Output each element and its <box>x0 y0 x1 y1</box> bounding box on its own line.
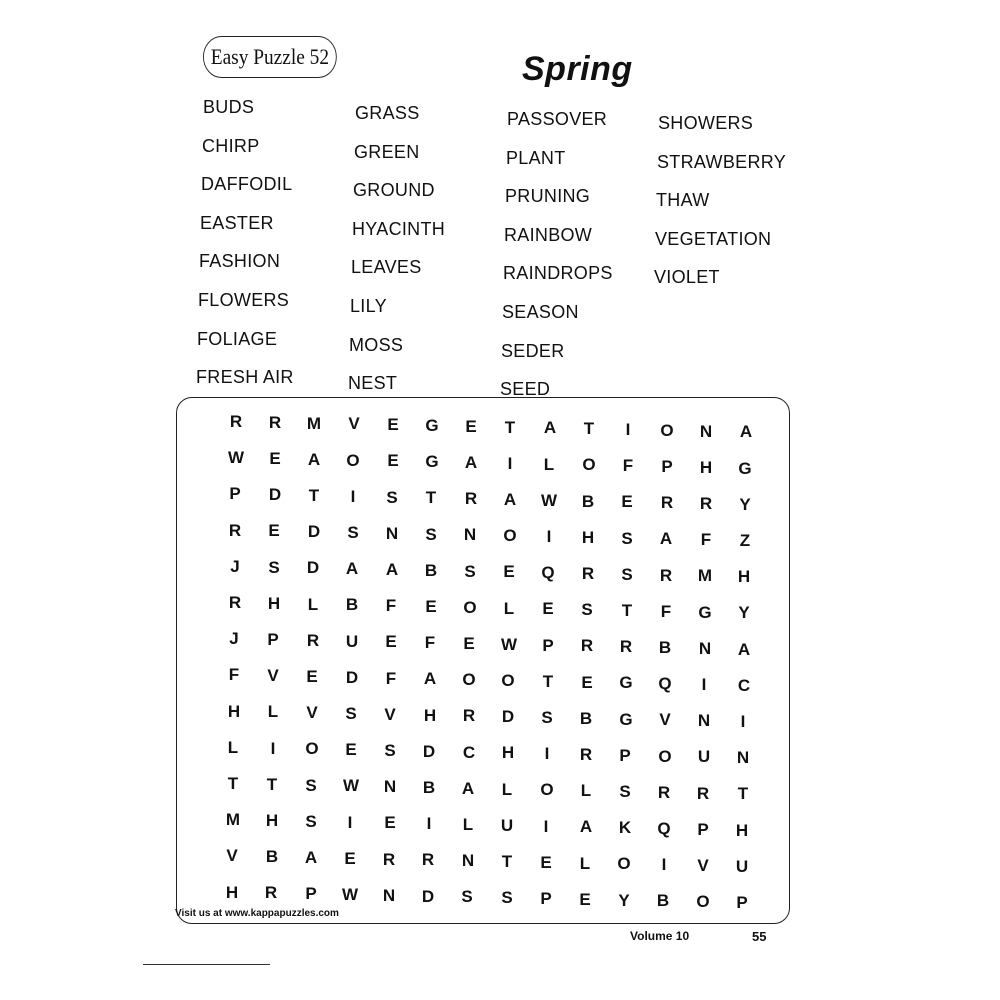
grid-letter: H <box>265 811 279 830</box>
grid-letter: W <box>227 448 245 467</box>
grid-letter: E <box>425 597 437 616</box>
grid-letter: L <box>307 595 319 614</box>
grid-letter: C <box>462 743 476 762</box>
grid-letter: T <box>737 784 749 803</box>
grid-letter: P <box>697 820 709 839</box>
word-list-item: RAINDROPS <box>503 263 613 283</box>
word-list-item: HYACINTH <box>352 219 446 239</box>
grid-letter: W <box>342 776 360 795</box>
grid-letter: S <box>305 776 317 795</box>
grid-letter: I <box>270 739 276 758</box>
grid-letter: I <box>740 712 746 731</box>
grid-letter: R <box>228 521 242 540</box>
grid-letter: E <box>385 632 397 651</box>
word-list-item: GROUND <box>353 180 435 200</box>
grid-letter: A <box>461 779 475 798</box>
grid-letter: E <box>387 451 399 470</box>
grid-letter: F <box>385 669 397 688</box>
grid-letter: D <box>307 522 321 541</box>
grid-letter: G <box>425 452 439 471</box>
grid-letter: E <box>384 813 396 832</box>
grid-letter: O <box>501 671 515 690</box>
grid-letter: R <box>264 883 278 902</box>
grid-letter: A <box>423 669 437 688</box>
grid-letter: G <box>425 416 439 435</box>
grid-letter: F <box>228 665 240 684</box>
grid-letter: E <box>621 492 633 511</box>
grid-letter: S <box>425 525 437 544</box>
grid-letter: D <box>421 887 435 906</box>
grid-letter: B <box>579 709 593 728</box>
grid-letter: N <box>736 748 750 767</box>
grid-letter: E <box>306 667 318 686</box>
grid-letter: P <box>229 484 241 503</box>
grid-letter: T <box>583 419 595 438</box>
grid-letter: H <box>501 743 515 762</box>
grid-letter: F <box>385 596 397 615</box>
grid-letter: F <box>622 456 634 475</box>
grid-letter: P <box>267 630 279 649</box>
word-list-item: EASTER <box>200 213 274 233</box>
grid-letter: E <box>387 415 399 434</box>
grid-letter: H <box>267 594 281 613</box>
word-list-item: PLANT <box>506 148 566 168</box>
grid-letter: T <box>227 774 239 793</box>
grid-letter: V <box>659 710 671 729</box>
grid-letter: A <box>659 529 673 548</box>
grid-letter: M <box>306 414 322 433</box>
grid-letter: T <box>266 775 278 794</box>
word-list-item: VEGETATION <box>655 229 772 249</box>
grid-letter: I <box>507 454 513 473</box>
website-note: Visit us at www.kappapuzzles.com <box>175 908 339 919</box>
grid-letter: L <box>462 815 474 834</box>
grid-letter: O <box>540 780 554 799</box>
grid-letter: Q <box>658 674 672 693</box>
grid-letter: N <box>461 851 475 870</box>
word-list-item: THAW <box>656 190 710 210</box>
word-list-item: FRESH AIR <box>196 367 294 387</box>
grid-letter: R <box>306 631 320 650</box>
grid-letter: L <box>543 455 555 474</box>
grid-letter: U <box>345 632 359 651</box>
bottom-rule <box>143 964 270 965</box>
word-list-item: GRASS <box>355 103 420 123</box>
grid-letter: N <box>697 711 711 730</box>
grid-letter: B <box>265 847 279 866</box>
word-list-item: PASSOVER <box>507 109 608 129</box>
grid-letter: N <box>463 525 477 544</box>
word-list-item: SEDER <box>501 341 565 361</box>
grid-letter: R <box>619 637 633 656</box>
word-list-item: FASHION <box>199 251 281 271</box>
grid-letter: A <box>579 817 593 836</box>
grid-letter: S <box>541 708 553 727</box>
grid-letter: A <box>304 848 318 867</box>
grid-letter: L <box>503 599 515 618</box>
grid-letter: P <box>540 889 552 908</box>
grid-letter: S <box>345 704 357 723</box>
grid-letter: B <box>422 778 436 797</box>
grid-letter: R <box>660 493 674 512</box>
grid-letter: G <box>619 673 633 692</box>
grid-letter: D <box>422 742 436 761</box>
grid-letter: E <box>268 521 280 540</box>
volume-label: Volume 10 <box>630 929 690 943</box>
grid-letter: D <box>501 707 515 726</box>
grid-letter: S <box>501 888 513 907</box>
grid-letter: A <box>385 560 399 579</box>
grid-letter: S <box>347 523 359 542</box>
grid-letter: D <box>268 485 282 504</box>
grid-letter: O <box>696 892 710 911</box>
grid-letter: P <box>619 746 631 765</box>
grid-letter: Y <box>739 495 751 514</box>
word-list-item: SHOWERS <box>658 113 754 133</box>
grid-letter: R <box>580 636 594 655</box>
grid-letter: V <box>697 856 709 875</box>
grid-letter: E <box>579 890 591 909</box>
grid-letter: N <box>699 422 713 441</box>
grid-letter: R <box>581 564 595 583</box>
grid-letter: L <box>501 780 513 799</box>
grid-letter: D <box>345 668 359 687</box>
grid-letter: N <box>385 524 399 543</box>
grid-letter: P <box>542 636 554 655</box>
word-list-item: BUDS <box>203 97 255 117</box>
grid-letter: F <box>424 633 436 652</box>
grid-letter: T <box>425 488 437 507</box>
grid-letter: P <box>661 457 673 476</box>
word-list-item: SEED <box>500 379 551 399</box>
word-list-item: NEST <box>348 373 398 393</box>
grid-letter: N <box>382 886 396 905</box>
grid-letter: U <box>735 857 749 876</box>
word-list-item: MOSS <box>349 335 404 355</box>
grid-letter: S <box>621 565 633 584</box>
grid-letter: Y <box>618 891 630 910</box>
word-list-item: FLOWERS <box>198 290 290 310</box>
grid-letter: O <box>617 854 631 873</box>
grid-letter: R <box>657 783 671 802</box>
grid-letter: I <box>426 814 432 833</box>
grid-letter: E <box>465 417 477 436</box>
grid-letter: G <box>619 710 633 729</box>
grid-letter: V <box>384 705 396 724</box>
grid-letter: J <box>229 629 239 648</box>
grid-letter: Q <box>657 819 671 838</box>
theme-title: Spring <box>522 50 633 88</box>
grid-letter: O <box>660 421 674 440</box>
grid-letter: D <box>306 558 320 577</box>
word-list-item: LILY <box>350 296 387 316</box>
grid-letter: J <box>230 557 240 576</box>
grid-letter: H <box>737 567 751 586</box>
grid-letter: H <box>699 458 713 477</box>
grid-letter: R <box>696 784 710 803</box>
grid-letter: O <box>503 526 517 545</box>
grid-letter: U <box>500 816 514 835</box>
word-list-item: SEASON <box>502 302 579 322</box>
grid-letter: I <box>544 744 550 763</box>
grid-letter: O <box>582 455 596 474</box>
grid-letter: B <box>581 492 595 511</box>
grid-letter: E <box>503 562 515 581</box>
grid-letter: K <box>618 818 632 837</box>
grid-letter: U <box>697 747 711 766</box>
grid-letter: I <box>625 420 631 439</box>
grid-letter: O <box>346 451 360 470</box>
word-list-item: PRUNING <box>505 186 591 206</box>
grid-letter: S <box>464 562 476 581</box>
grid-letter: A <box>345 559 359 578</box>
grid-letter: S <box>386 488 398 507</box>
word-list-item: DAFFODIL <box>201 174 293 194</box>
grid-letter: S <box>619 782 631 801</box>
page-number: 55 <box>752 929 767 944</box>
grid-letter: N <box>698 639 712 658</box>
grid-letter: E <box>344 849 356 868</box>
grid-letter: E <box>463 634 475 653</box>
grid-letter: L <box>267 702 279 721</box>
grid-letter: E <box>269 449 281 468</box>
grid-letter: W <box>500 635 518 654</box>
word-list-item: STRAWBERRY <box>657 152 787 172</box>
grid-letter: V <box>306 703 318 722</box>
word-list-item: FOLIAGE <box>197 329 278 349</box>
word-list-item: CHIRP <box>202 136 260 156</box>
grid-letter: H <box>735 821 749 840</box>
grid-letter: R <box>228 593 242 612</box>
grid-letter: A <box>543 418 557 437</box>
grid-letter: B <box>658 638 672 657</box>
grid-letter: V <box>267 666 279 685</box>
word-list-item: GREEN <box>354 142 420 162</box>
grid-letter: H <box>423 706 437 725</box>
grid-letter: I <box>546 527 552 546</box>
grid-letter: B <box>656 891 670 910</box>
grid-letter: W <box>540 491 558 510</box>
word-list-item: LEAVES <box>351 257 422 277</box>
grid-letter: I <box>661 855 667 874</box>
grid-letter: R <box>229 412 243 431</box>
grid-letter: S <box>384 741 396 760</box>
grid-letter: A <box>739 422 753 441</box>
grid-letter: A <box>737 640 751 659</box>
grid-letter: A <box>307 450 321 469</box>
grid-letter: S <box>581 600 593 619</box>
grid-letter: W <box>341 885 359 904</box>
grid-letter: S <box>461 887 473 906</box>
grid-letter: B <box>345 595 359 614</box>
grid-letter: M <box>697 566 713 585</box>
grid-letter: R <box>464 489 478 508</box>
grid-letter: P <box>736 893 748 912</box>
grid-letter: R <box>382 850 396 869</box>
grid-letter: H <box>581 528 595 547</box>
grid-letter: Z <box>739 531 751 550</box>
grid-letter: L <box>580 781 592 800</box>
grid-letter: V <box>348 414 360 433</box>
grid-letter: V <box>226 846 238 865</box>
grid-letter: T <box>308 486 320 505</box>
grid-letter: F <box>660 602 672 621</box>
grid-letter: F <box>700 530 712 549</box>
grid-letter: O <box>462 670 476 689</box>
grid-letter: E <box>542 599 554 618</box>
grid-letter: R <box>268 413 282 432</box>
grid-letter: G <box>698 603 712 622</box>
grid-letter: C <box>737 676 751 695</box>
grid-letter: T <box>542 672 554 691</box>
puzzle-label-badge: Easy Puzzle 52 <box>203 36 337 78</box>
grid-letter: H <box>225 883 239 902</box>
grid-letter: R <box>699 494 713 513</box>
grid-letter: N <box>383 777 397 796</box>
grid-letter: R <box>421 850 435 869</box>
grid-letter: I <box>701 675 707 694</box>
grid-letter: Y <box>738 603 750 622</box>
grid-letter: S <box>268 558 280 577</box>
grid-letter: L <box>227 738 239 757</box>
grid-letter: T <box>501 852 513 871</box>
grid-letter: O <box>305 739 319 758</box>
grid-letter: A <box>464 453 478 472</box>
grid-letter: G <box>738 459 752 478</box>
grid-letter: R <box>462 706 476 725</box>
word-list-item: RAINBOW <box>504 225 593 245</box>
grid-letter: S <box>621 529 633 548</box>
grid-letter: E <box>581 673 593 692</box>
grid-letter: M <box>225 810 241 829</box>
grid-letter: P <box>305 884 317 903</box>
grid-letter: O <box>463 598 477 617</box>
grid-letter: L <box>579 854 591 873</box>
grid-letter: I <box>543 817 549 836</box>
grid-letter: T <box>621 601 633 620</box>
grid-letter: I <box>350 487 356 506</box>
grid-letter: I <box>347 813 353 832</box>
grid-letter: A <box>503 490 517 509</box>
grid-letter: H <box>227 702 241 721</box>
grid-letter: S <box>305 812 317 831</box>
word-list-item: VIOLET <box>654 267 720 287</box>
grid-letter: E <box>345 740 357 759</box>
grid-letter: E <box>540 853 552 872</box>
grid-letter: B <box>424 561 438 580</box>
grid-letter: Q <box>541 563 555 582</box>
grid-letter: T <box>504 418 516 437</box>
grid-letter: R <box>659 566 673 585</box>
grid-letter: O <box>658 747 672 766</box>
grid-letter: R <box>579 745 593 764</box>
